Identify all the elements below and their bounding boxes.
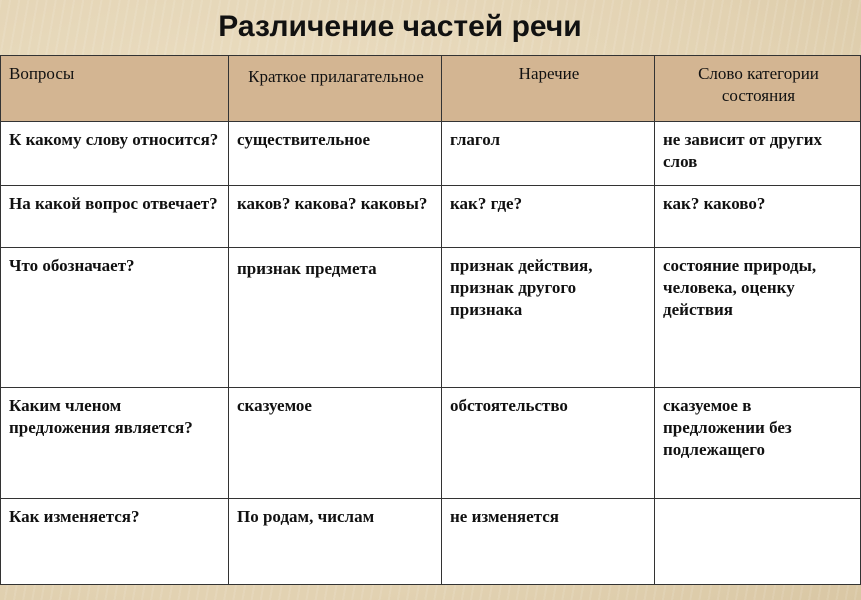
header-cell-state-category: Слово категории состояния xyxy=(655,56,861,122)
table-cell: глагол xyxy=(442,122,655,186)
table-cell: признак действия, признак другого признака xyxy=(442,248,655,388)
table-cell: каков? какова? каковы? xyxy=(229,186,442,248)
parts-of-speech-table xyxy=(0,55,861,585)
table-cell: сказуемое xyxy=(229,388,442,499)
table-row xyxy=(1,248,861,388)
table-row xyxy=(1,186,861,248)
table-cell: Что обозначает? xyxy=(1,248,229,388)
table-cell: К какому слову относится? xyxy=(1,122,229,186)
table-header-row xyxy=(1,56,861,122)
table-cell: обстоятельство xyxy=(442,388,655,499)
table-cell: не изменяется xyxy=(442,499,655,585)
table-row xyxy=(1,499,861,585)
table-row xyxy=(1,388,861,499)
table-cell: существительное xyxy=(229,122,442,186)
table-cell: как? где? xyxy=(442,186,655,248)
table-cell: На какой вопрос отвечает? xyxy=(1,186,229,248)
table-cell xyxy=(655,499,861,585)
table-cell: признак предмета xyxy=(229,248,442,388)
table-cell: не зависит от других слов xyxy=(655,122,861,186)
table-cell: По родам, числам xyxy=(229,499,442,585)
table-cell: сказуемое в предложении без подлежащего xyxy=(655,388,861,499)
table-cell: состояние природы, человека, оценку действия xyxy=(655,248,861,388)
page-title: Различение частей речи xyxy=(218,10,582,43)
header-cell-adverb: Наречие xyxy=(442,56,655,122)
table-cell: как? каково? xyxy=(655,186,861,248)
table-cell: Как изменяется? xyxy=(1,499,229,585)
table-row xyxy=(1,122,861,186)
header-cell-questions: Вопросы xyxy=(1,56,229,122)
header-cell-short-adjective: Краткое прилагательное xyxy=(229,56,442,122)
table-cell: Каким членом предложения является? xyxy=(1,388,229,499)
